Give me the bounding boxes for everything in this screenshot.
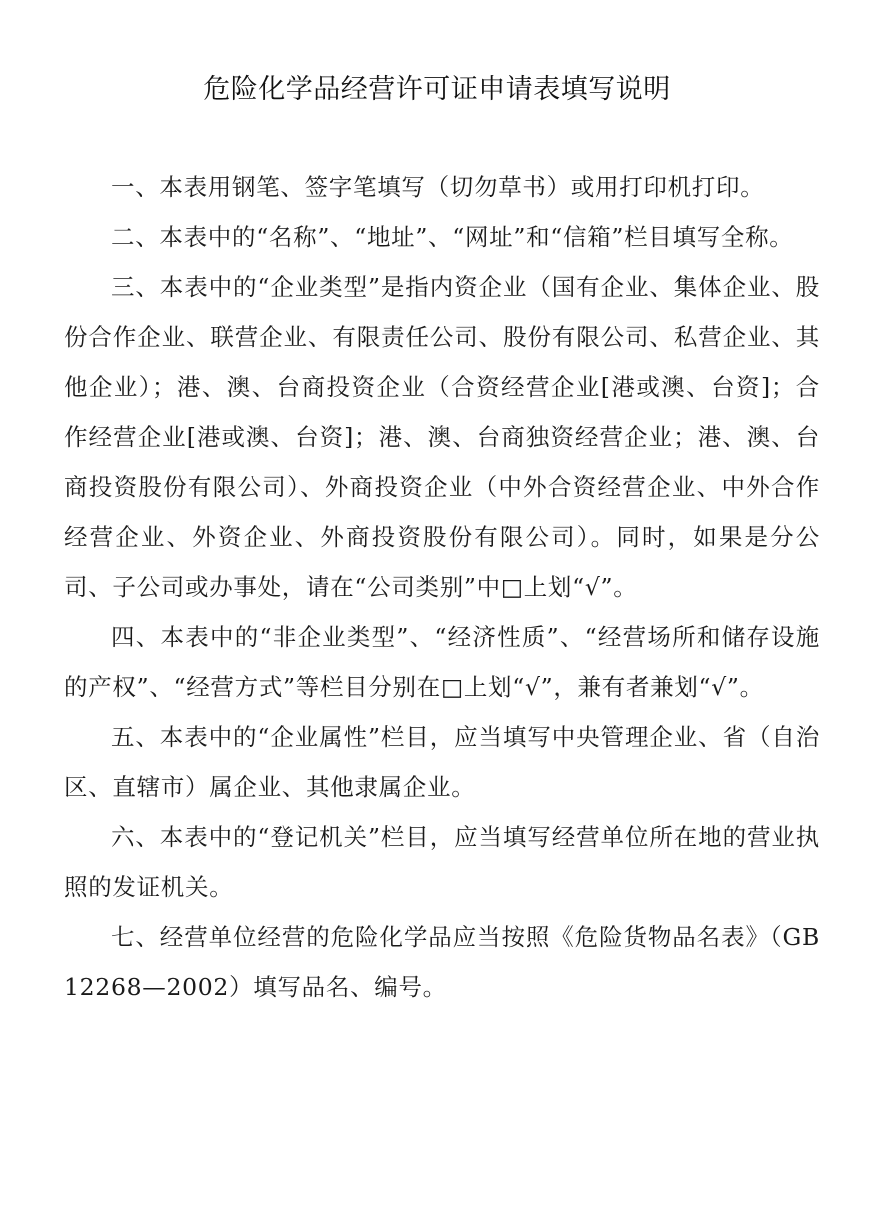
instruction-paragraph-7: 七、经营单位经营的危险化学品应当按照《危险货物品名表》（GB12268—2002）填写品名、编号。 bbox=[64, 923, 820, 1001]
document-title: 危险化学品经营许可证申请表填写说明 bbox=[203, 74, 671, 105]
document-body bbox=[64, 162, 820, 1012]
instruction-paragraph-1: 一、本表用钢笔、签字笔填写（切勿草书）或用打印机打印。 bbox=[111, 173, 765, 201]
instruction-paragraph-4: 四、本表中的“非企业类型”、“经济性质”、“经营场所和储存设施的产权”、“经营方式”等栏目分别在□上划“√”，兼有者兼划“√”。 bbox=[64, 623, 820, 701]
instruction-paragraph-2: 二、本表中的“名称”、“地址”、“网址”和“信箱”栏目填写全称。 bbox=[111, 223, 794, 251]
instruction-paragraph-5: 五、本表中的“企业属性”栏目，应当填写中央管理企业、省（自治区、直辖市）属企业、其他隶属企业。 bbox=[64, 723, 820, 801]
instruction-paragraph-6: 六、本表中的“登记机关”栏目，应当填写经营单位所在地的营业执照的发证机关。 bbox=[64, 823, 820, 901]
instruction-paragraph-3: 三、本表中的“企业类型”是指内资企业（国有企业、集体企业、股份合作企业、联营企业、有限责任公司、股份有限公司、私营企业、其他企业）；港、澳、台商投资企业（合资经营企业[港或澳、台资]；合作经营企业[港或澳、台资]；港、澳、台商独资经营企业；港、澳、台商投资股份有限公司）、外商投资企业（中外合资经营企业、中外合作经营企业、外资企业、外商投资股份有限公司）。同时，如果是分公司、子公司或办事处，请在“公司类别”中□上划“√”。 bbox=[64, 273, 820, 601]
